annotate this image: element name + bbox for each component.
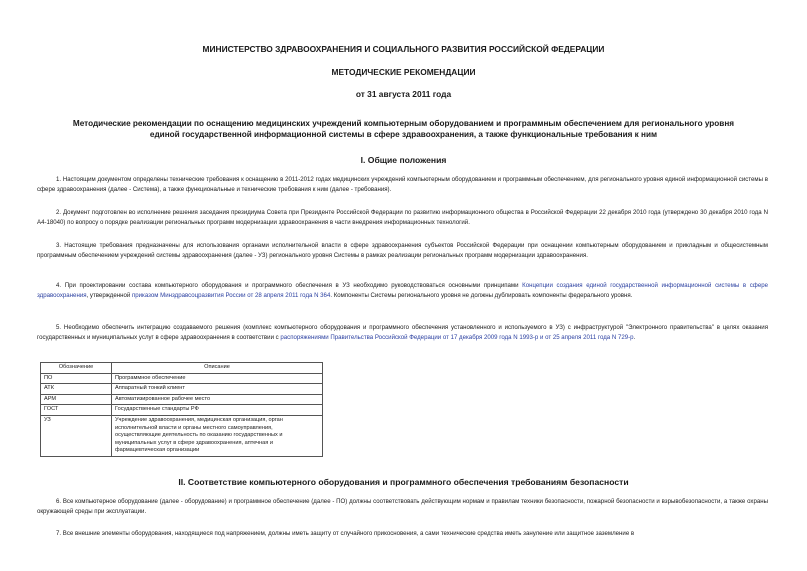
paragraph-7: 7. Все внешние элементы оборудования, находящиеся под напряжением, должны иметь защиту от случайного прикосновения, а сами технические средства иметь зануление или защитное заземление в xyxy=(56,530,635,537)
paragraph-6: 6. Все компьютерное оборудование (далее - оборудование) и программное обеспечение (далее - ПО) должны соответствовать действующим нормам и правилам техники безопасности, пожарной безопасности и взрывобезопасности, а также охраны окружающей среды при эксплуатации. xyxy=(37,498,768,515)
table-row xyxy=(41,394,323,405)
abbr-description: Автоматизированное рабочее место xyxy=(112,394,323,405)
paragraph-4 xyxy=(37,281,768,300)
paragraph-5-text-a: 5. Необходимо обеспечить интеграцию создаваемого решения (комплекс компьютерного оборудования и программного обеспечения установленного и используемого в УЗ) с инфраструктурой "Электронного правительства" в целях оказания государственных и муниципальных услуг в сфере здравоохранения в соответствии с xyxy=(37,324,768,341)
ministry-heading: МИНИСТЕРСТВО ЗДРАВООХРАНЕНИЯ И СОЦИАЛЬНОГО РАЗВИТИЯ РОССИЙСКОЙ ФЕДЕРАЦИИ xyxy=(202,44,605,54)
abbr-code: ГОСТ xyxy=(41,405,112,416)
column-header-description: Описание xyxy=(112,363,323,374)
column-header-code: Обозначение xyxy=(41,363,112,374)
section-2-heading: II. Соответствие компьютерного оборудования и программного обеспечения требованиям безопасности xyxy=(178,477,629,487)
table-row xyxy=(41,384,323,395)
paragraph-1: 1. Настоящим документом определены технические требования к оснащению в 2011-2012 годах медицинских учреждений компьютерным оборудованием и программным обеспечением, для регионального уровня единой информационной системы в сфере здравоохранения (далее - Система), а также функциональные и технические требования к ним (далее - требования). xyxy=(37,176,768,193)
document-title-line-2: единой государственной информационной системы в сфере здравоохранения, а также функциональные требования к ним xyxy=(149,130,658,139)
paragraph-4-text-b: , утвержденной xyxy=(86,291,132,299)
abbr-description: Аппаратный тонкий клиент xyxy=(112,384,323,395)
abbr-code: УЗ xyxy=(41,415,112,456)
document-date: от 31 августа 2011 года xyxy=(355,89,452,99)
abbr-code: АТК xyxy=(41,384,112,395)
paragraph-5-text-b: . xyxy=(633,333,636,341)
document-title xyxy=(60,118,747,140)
paragraph-4-text-a: 4. При проектировании состава компьютерного оборудования и программного обеспечения в УЗ необходимо руководствоваться основными принципами xyxy=(56,282,523,289)
government-orders-link[interactable]: распоряжениями Правительства Российской Федерации от 17 декабря 2009 года N 1993-р и от 25 апреля 2011 года N 729-р xyxy=(280,333,634,341)
paragraph-2: 2. Документ подготовлен во исполнение решения заседания президиума Совета при Президенте Российской Федерации по развитию информационного общества в Российской Федерации 22 декабря 2010 года (утверждено 30 декабря 2010 года N А4-18040) по вопросу о порядке реализации региональных программ модернизации здравоохранения в части внедрения информационных технологий. xyxy=(37,209,768,226)
abbr-code: АРМ xyxy=(41,394,112,405)
document-title-line-1: Методические рекомендации по оснащению медицинских учреждений компьютерным оборудованием и программным обеспечением для регионального уровня xyxy=(72,119,735,128)
abbr-description: Государственные стандарты РФ xyxy=(112,405,323,416)
paragraph-3: 3. Настоящие требования предназначены для использования органами исполнительной власти в сфере здравоохранения субъектов Российской Федерации при оснащении компьютерным оборудованием и прикладным и общесистемным программным обеспечением учреждений системы здравоохранения (далее - УЗ) регионального уровня Системы в рамках реализации региональных программ модернизации здравоохранения. xyxy=(37,242,768,259)
abbreviations-table xyxy=(40,362,323,457)
table-row xyxy=(41,373,323,384)
document-type-heading: МЕТОДИЧЕСКИЕ РЕКОМЕНДАЦИИ xyxy=(331,67,476,77)
paragraph-5 xyxy=(37,323,768,342)
concept-link[interactable]: Концепции создания единой государственной информационной системы в сфере здравоохранения xyxy=(37,282,768,299)
abbr-description: Программное обеспечение xyxy=(112,373,323,384)
table-row xyxy=(41,405,323,416)
abbr-code: ПО xyxy=(41,373,112,384)
abbr-description: Учреждение здравоохранения, медицинская организация, орган исполнительной власти и органы местного самоуправления, осуществляющие деятельность по оказанию государственных и муниципальных услуг в сфере здравоохранения, аптечная и фармацевтическая организации xyxy=(112,415,323,456)
paragraph-4-text-c: . Компоненты Системы регионального уровня не должны дублировать компоненты федерального уровня. xyxy=(330,291,633,299)
table-header-row xyxy=(41,363,323,374)
order-364-link[interactable]: приказом Минздравсоцразвития России от 28 апреля 2011 года N 364 xyxy=(131,291,331,299)
section-1-heading: I. Общие положения xyxy=(360,155,447,165)
table-row xyxy=(41,415,323,456)
